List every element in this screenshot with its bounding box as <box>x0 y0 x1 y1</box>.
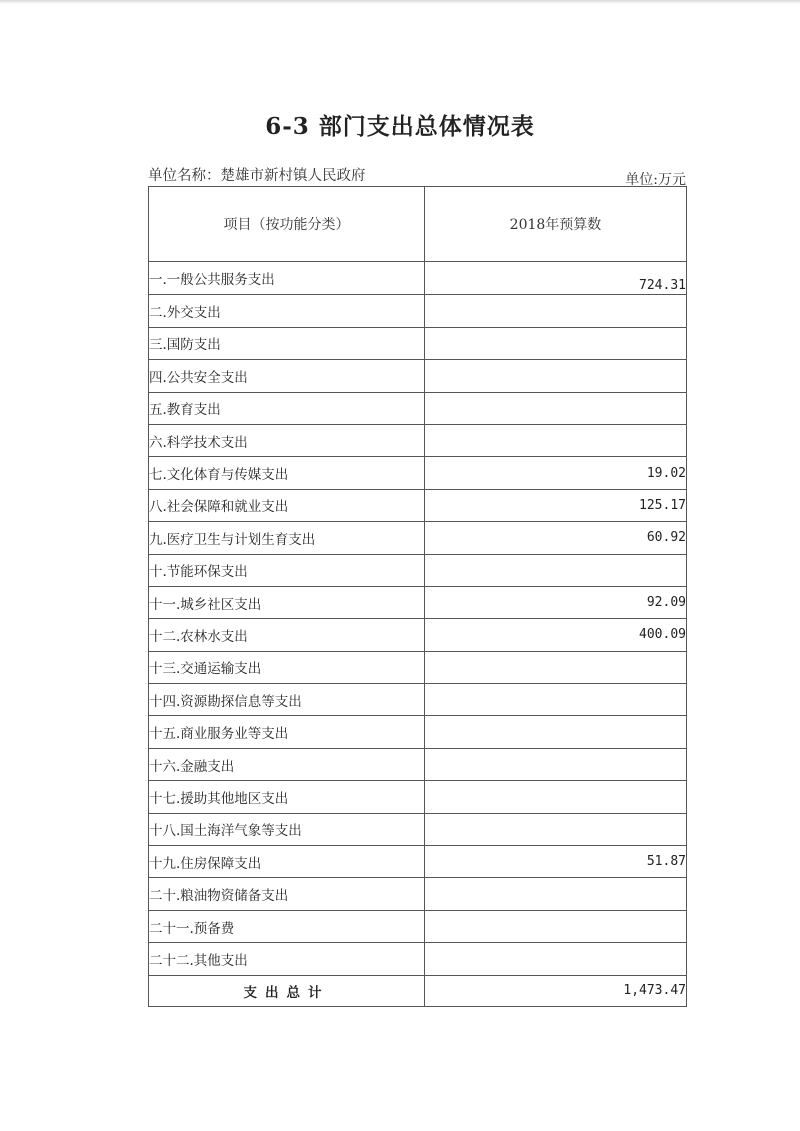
row-value <box>425 684 687 716</box>
scan-edge <box>0 0 800 4</box>
table-row <box>149 295 687 327</box>
row-item: 六.科学技术支出 <box>149 424 425 456</box>
column-header-budget: 2018年预算数 <box>425 187 687 262</box>
row-value: 19.02 <box>425 457 687 489</box>
table-row <box>149 457 687 489</box>
row-item: 二十二.其他支出 <box>149 943 425 975</box>
row-item: 二十.粮油物资储备支出 <box>149 878 425 910</box>
table-row <box>149 619 687 651</box>
table-row <box>149 327 687 359</box>
total-label: 支出总计 <box>149 975 425 1006</box>
row-item: 十九.住房保障支出 <box>149 846 425 878</box>
table-row <box>149 392 687 424</box>
row-value <box>425 910 687 942</box>
table-row <box>149 910 687 942</box>
total-value: 1,473.47 <box>425 975 687 1006</box>
row-item: 十八.国土海洋气象等支出 <box>149 813 425 845</box>
row-value: 51.87 <box>425 846 687 878</box>
table-row <box>149 943 687 975</box>
table-row <box>149 813 687 845</box>
row-value <box>425 554 687 586</box>
row-item: 七.文化体育与传媒支出 <box>149 457 425 489</box>
row-item: 十.节能环保支出 <box>149 554 425 586</box>
row-value: 60.92 <box>425 522 687 554</box>
row-value <box>425 878 687 910</box>
row-item: 三.国防支出 <box>149 327 425 359</box>
page-title: 6-3 部门支出总体情况表 <box>265 113 535 140</box>
row-item: 十三.交通运输支出 <box>149 651 425 683</box>
row-value <box>425 748 687 780</box>
table-row <box>149 716 687 748</box>
row-item: 四.公共安全支出 <box>149 360 425 392</box>
table-row <box>149 651 687 683</box>
row-value <box>425 943 687 975</box>
row-item: 十五.商业服务业等支出 <box>149 716 425 748</box>
row-value <box>425 360 687 392</box>
table-row <box>149 522 687 554</box>
row-item: 十六.金融支出 <box>149 748 425 780</box>
row-value: 724.31 <box>425 262 687 295</box>
row-value <box>425 392 687 424</box>
row-value <box>425 716 687 748</box>
row-value: 125.17 <box>425 489 687 521</box>
budget-table <box>148 186 687 1007</box>
row-item: 十七.援助其他地区支出 <box>149 781 425 813</box>
row-value: 92.09 <box>425 586 687 618</box>
row-value <box>425 651 687 683</box>
unit-label: 单位:万元 <box>625 172 686 188</box>
table-row <box>149 846 687 878</box>
row-item: 八.社会保障和就业支出 <box>149 489 425 521</box>
row-item: 一.一般公共服务支出 <box>149 262 425 295</box>
table-row <box>149 360 687 392</box>
row-value <box>425 424 687 456</box>
row-value <box>425 327 687 359</box>
row-item: 九.医疗卫生与计划生育支出 <box>149 522 425 554</box>
table-row <box>149 554 687 586</box>
row-value <box>425 813 687 845</box>
table-row <box>149 748 687 780</box>
row-value <box>425 781 687 813</box>
table-row <box>149 262 687 295</box>
row-item: 五.教育支出 <box>149 392 425 424</box>
row-item: 十四.资源勘探信息等支出 <box>149 684 425 716</box>
table-row <box>149 878 687 910</box>
table-row <box>149 489 687 521</box>
table-row <box>149 684 687 716</box>
unit-name: 单位名称：楚雄市新村镇人民政府 <box>148 168 366 184</box>
row-item: 二十一.预备费 <box>149 910 425 942</box>
table-row <box>149 586 687 618</box>
row-item: 十二.农林水支出 <box>149 619 425 651</box>
row-item: 二.外交支出 <box>149 295 425 327</box>
row-value: 400.09 <box>425 619 687 651</box>
table-header-row <box>149 187 687 262</box>
row-value <box>425 295 687 327</box>
column-header-item: 项目（按功能分类） <box>149 187 425 262</box>
row-item: 十一.城乡社区支出 <box>149 586 425 618</box>
table-row <box>149 781 687 813</box>
total-row <box>149 975 687 1006</box>
table-row <box>149 424 687 456</box>
